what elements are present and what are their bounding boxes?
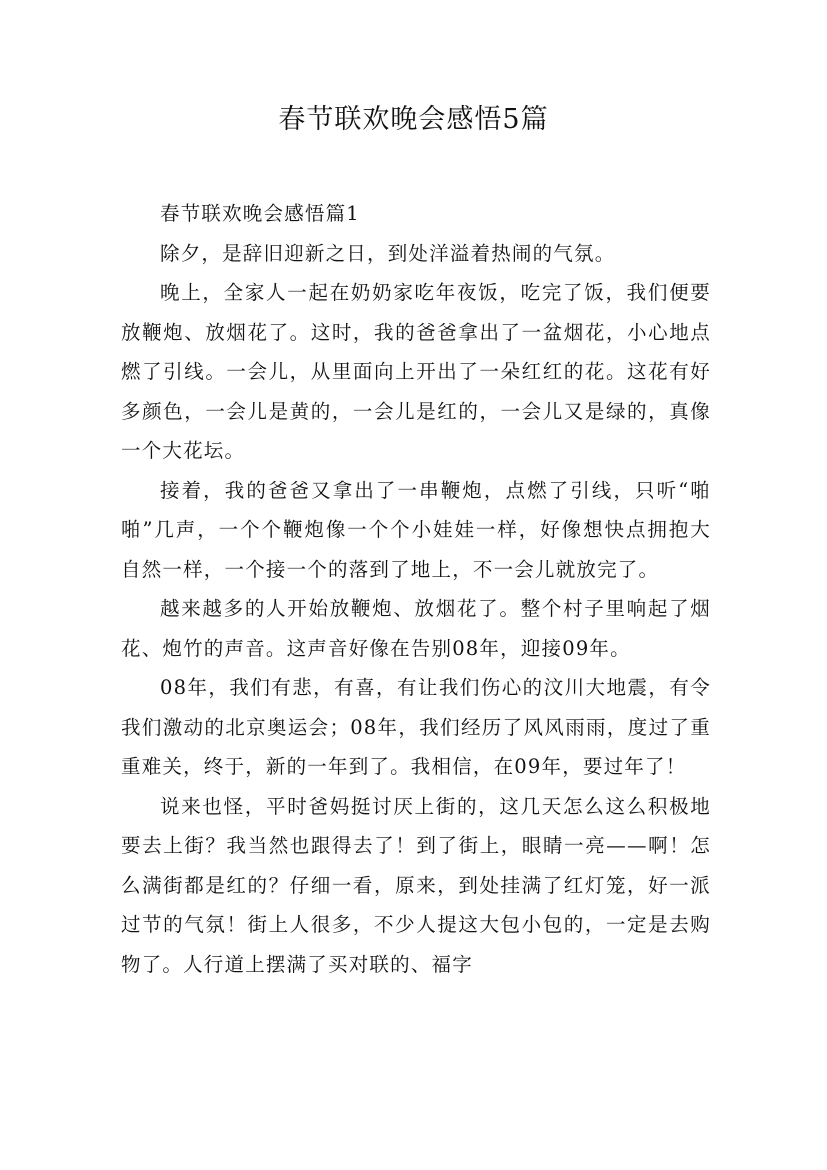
paragraph: 接着，我的爸爸又拿出了一串鞭炮，点燃了引线，只听“啪啪”几声，一个个鞭炮像一个个小娃娃一样，好像想快点拥抱大自然一样，一个接一个的落到了地上，不一会儿就放完了。 (121, 478, 711, 581)
paragraph: 晚上，全家人一起在奶奶家吃年夜饭，吃完了饭，我们便要放鞭炮、放烟花了。这时，我的爸爸拿出了一盆烟花，小心地点燃了引线。一会儿，从里面向上开出了一朵红红的花。这花有好多颜色，一会儿是黄的，一会儿是红的，一会儿又是绿的，真像一个大花坛。 (121, 281, 711, 462)
paragraph: 除夕，是辞旧迎新之日，到处洋溢着热闹的气氛。 (160, 241, 616, 265)
document-body (121, 194, 711, 984)
paragraph: 08年，我们有悲，有喜，有让我们伤心的汶川大地震，有令我们激动的北京奥运会；08年，我们经历了风风雨雨，度过了重重难关，终于，新的一年到了。我相信，在09年，要过年了！ (121, 676, 711, 778)
section-heading: 春节联欢晚会感悟篇1 (160, 202, 360, 225)
paragraph: 说来也怪，平时爸妈挺讨厌上街的，这几天怎么这么积极地要去上街？我当然也跟得去了！到了街上，眼睛一亮——啊！怎么满街都是红的？仔细一看，原来，到处挂满了红灯笼，好一派过节的气氛！街上人很多，不少人提这大包小包的，一定是去购物了。人行道上摆满了买对联的、福字 (121, 794, 711, 976)
paragraph: 越来越多的人开始放鞭炮、放烟花了。整个村子里响起了烟花、炮竹的声音。这声音好像在告别08年，迎接09年。 (121, 597, 711, 660)
document-title: 春节联欢晚会感悟5篇 (278, 104, 549, 135)
